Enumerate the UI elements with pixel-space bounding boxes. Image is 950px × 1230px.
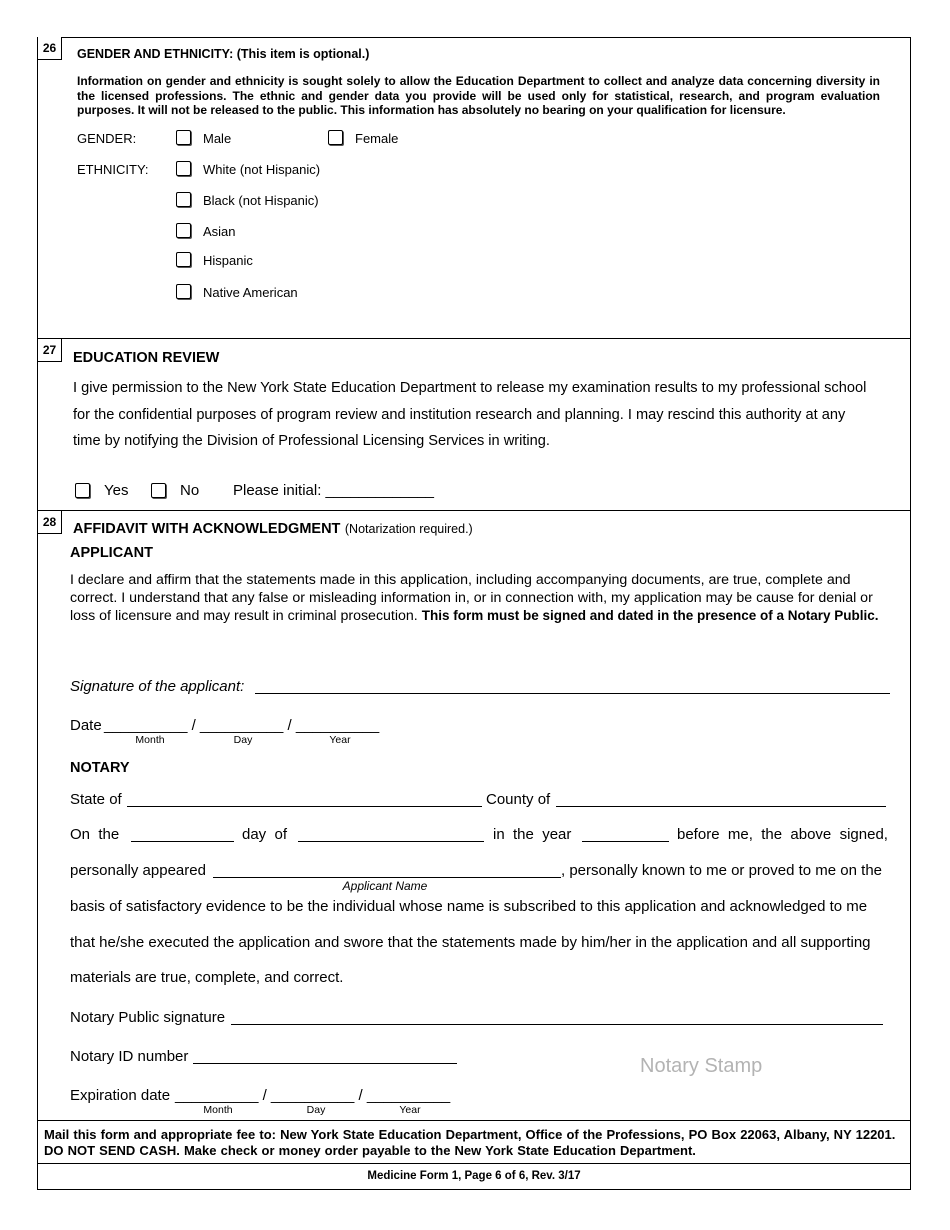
state-line[interactable] (127, 806, 482, 807)
ethnicity-black-checkbox[interactable] (176, 192, 191, 207)
personally-known-label: , personally known to me or proved to me on the (561, 862, 883, 879)
ethnicity-asian-checkbox[interactable] (176, 223, 191, 238)
year-line[interactable] (582, 841, 669, 842)
date-label: Date (70, 717, 102, 734)
gender-male-label: Male (203, 131, 232, 146)
notary-id-line[interactable] (193, 1063, 457, 1064)
mailing-instructions: Mail this form and appropriate fee to: New York State Education Department, Office of the Professions, PO Box 22063, Albany, NY 12201. DO NOT SEND CASH. Make check or money order payable to the New York State Education Department. (44, 1127, 896, 1158)
ethnicity-white-label: White (not Hispanic) (203, 162, 321, 177)
before-me-label: before me, the above signed, (677, 826, 888, 843)
gender-label: GENDER: (77, 131, 137, 146)
applicant-name-line[interactable] (213, 877, 561, 878)
section-26-title (77, 47, 369, 61)
section-28-title (73, 520, 473, 538)
ethnicity-native-american-label: Native American (203, 285, 298, 300)
notary-id-label: Notary ID number (70, 1048, 189, 1065)
section-26-number: 26 (37, 37, 62, 60)
date-month-label: Month (135, 734, 165, 746)
footer-divider (37, 1120, 911, 1121)
section-27-line-2: for the confidential purposes of program review and institution research and planning. I may rescind this authority at any (73, 406, 846, 423)
personally-appeared-label: personally appeared (70, 862, 206, 879)
notary-signature-line[interactable] (231, 1024, 883, 1025)
notary-signature-label: Notary Public signature (70, 1009, 226, 1026)
notary-paragraph-line-3: basis of satisfactory evidence to be the individual whose name is subscribed to this application and acknowledged to me (70, 898, 868, 915)
month-line[interactable] (298, 841, 484, 842)
gender-female-label: Female (355, 131, 399, 146)
applicant-declaration (70, 572, 896, 626)
education-review-no-label: No (180, 482, 200, 499)
county-label: County of (486, 791, 551, 808)
ethnicity-hispanic-checkbox[interactable] (176, 252, 191, 267)
gender-male-checkbox[interactable] (176, 130, 191, 145)
declaration-bold-text: This form must be signed and dated in the presence of a Notary Public. (421, 608, 879, 623)
section-26-title-text: GENDER AND ETHNICITY: (77, 47, 234, 61)
declaration-text: I declare and affirm that the statements made in this application, including accompanying documents, are true, complete and correct. I understand that any false or misleading information in, or in connection with, my application may be cause for denial or loss of licensure and may result in criminal prosecution. (70, 572, 873, 624)
applicant-signature-label: Signature of the applicant: (70, 678, 245, 695)
section-27-text (73, 375, 905, 455)
section-27-line-1: I give permission to the New York State Education Department to release my examination results to my professional school (73, 380, 867, 396)
applicant-signature-line[interactable] (255, 693, 890, 694)
section-28-number: 28 (37, 511, 62, 534)
section-26-info: Information on gender and ethnicity is sought solely to allow the Education Department to collect and analyze data concerning diversity in the licensed professions. The ethnic and gender data you provide will be used only for statistical, research, and program evaluation purposes. It will not be released to the public. This information has absolutely no bearing on your qualification for licensure. (77, 74, 880, 117)
ethnicity-hispanic-label: Hispanic (203, 253, 253, 268)
applicant-heading: APPLICANT (70, 545, 153, 561)
section-divider-28 (37, 510, 911, 511)
applicant-name-sublabel: Applicant Name (342, 879, 428, 893)
section-28-title-note: (Notarization required.) (344, 522, 473, 536)
date-year-label: Year (329, 734, 351, 746)
state-label: State of (70, 791, 122, 808)
section-27-title: EDUCATION REVIEW (73, 350, 220, 366)
expiration-date-label: Expiration date (70, 1087, 171, 1104)
section-28-title-text: AFFIDAVIT WITH ACKNOWLEDGMENT (73, 521, 341, 537)
section-27-number: 27 (37, 339, 62, 362)
county-line[interactable] (556, 806, 886, 807)
expiration-year-label: Year (399, 1104, 421, 1116)
expiration-month-label: Month (203, 1104, 233, 1116)
education-review-yes-label: Yes (104, 482, 129, 499)
section-27-line-3: time by notifying the Division of Professional Licensing Services in writing. (73, 433, 550, 449)
please-initial-field[interactable]: Please initial: _____________ (233, 482, 434, 499)
expiration-date-field[interactable]: __________ / __________ / __________ (175, 1087, 451, 1104)
education-review-yes-checkbox[interactable] (75, 483, 90, 498)
section-26-title-note: (This item is optional.) (236, 47, 370, 61)
expiration-day-label: Day (306, 1104, 326, 1116)
ethnicity-white-checkbox[interactable] (176, 161, 191, 176)
day-of-label: day of (242, 826, 288, 843)
notary-paragraph-line-4: that he/she executed the application and swore that the statements made by him/her in the application and all supporting (70, 934, 871, 951)
form-identifier: Medicine Form 1, Page 6 of 6, Rev. 3/17 (367, 1170, 581, 1182)
notary-heading: NOTARY (70, 760, 130, 776)
section-divider-27 (37, 338, 911, 339)
notary-paragraph-line-5: materials are true, complete, and correct. (70, 969, 344, 986)
gender-female-checkbox[interactable] (328, 130, 343, 145)
in-the-year-label: in the year (493, 826, 572, 843)
ethnicity-label: ETHNICITY: (77, 162, 149, 177)
education-review-no-checkbox[interactable] (151, 483, 166, 498)
on-the-label: On the (70, 826, 120, 843)
date-field[interactable]: __________ / __________ / __________ (104, 717, 380, 734)
date-day-label: Day (233, 734, 253, 746)
ethnicity-asian-label: Asian (203, 224, 236, 239)
footer-divider-bottom (37, 1163, 911, 1164)
ethnicity-native-american-checkbox[interactable] (176, 284, 191, 299)
ethnicity-black-label: Black (not Hispanic) (203, 193, 319, 208)
notary-stamp-placeholder: Notary Stamp (640, 1055, 763, 1077)
day-line[interactable] (131, 841, 234, 842)
